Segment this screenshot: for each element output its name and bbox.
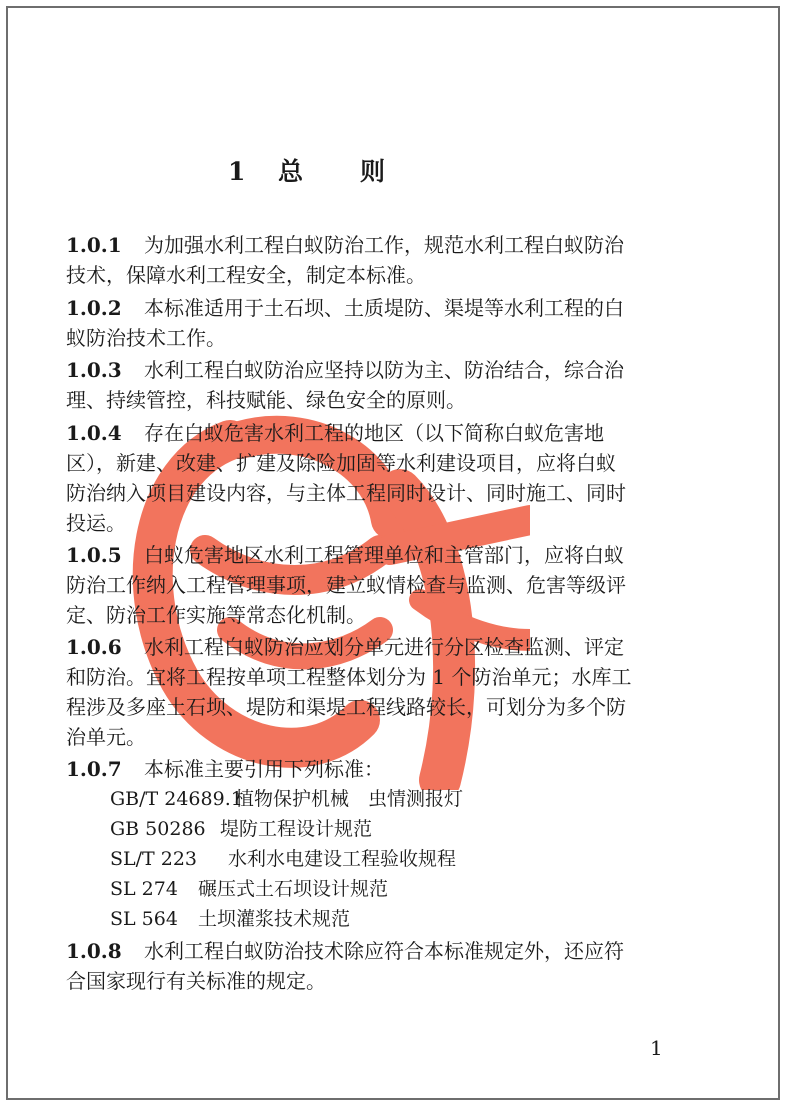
page-number: 1 <box>650 1036 663 1060</box>
reference-item <box>110 784 463 814</box>
clause-6-line-1 <box>66 632 706 662</box>
reference-code: SL 564 <box>110 908 178 930</box>
clause-4-line-2: 区），新建、改建、扩建及除险加固等水利建设项目，应将白蚁 <box>66 451 616 475</box>
clause-4-line-3: 防治纳入项目建设内容，与主体工程同时设计、同时施工、同时 <box>66 481 626 505</box>
clause-3-line-1 <box>66 355 706 385</box>
clause-text: 水利工程白蚁防治应划分单元进行分区检查监测、评定 <box>144 635 624 659</box>
clause-1-line-1 <box>66 230 706 260</box>
clause-8-line-2: 合国家现行有关标准的规定。 <box>66 969 326 993</box>
reference-code: SL 274 <box>110 878 178 900</box>
clause-4-line-4: 投运。 <box>66 511 126 535</box>
clause-text: 白蚁危害地区水利工程管理单位和主管部门，应将白蚁 <box>144 543 624 567</box>
clause-5-line-2: 防治工作纳入工程管理事项，建立蚁情检查与监测、危害等级评 <box>66 573 626 597</box>
clause-number: 1.0.8 <box>66 939 122 963</box>
clause-text: 水利工程白蚁防治技术除应符合本标准规定外，还应符 <box>144 939 624 963</box>
clause-text: 存在白蚁危害水利工程的地区（以下简称白蚁危害地 <box>144 421 604 445</box>
clause-number: 1.0.5 <box>66 543 122 567</box>
clause-5-line-1 <box>66 540 706 570</box>
reference-item <box>110 904 350 934</box>
chapter-title-char-1: 总 <box>278 157 305 186</box>
clause-text: 本标准主要引用下列标准： <box>144 757 384 781</box>
reference-name: 水利水电建设工程验收规程 <box>228 848 457 870</box>
clause-5-line-3: 定、防治工作实施等常态化机制。 <box>66 603 366 627</box>
chapter-title-char-2: 则 <box>360 157 387 186</box>
clause-6-line-2: 和防治。宜将工程按单项工程整体划分为 1 个防治单元；水库工 <box>66 665 632 689</box>
clause-number: 1.0.1 <box>66 233 122 257</box>
clause-number: 1.0.7 <box>66 757 122 781</box>
reference-name: 植物保护机械 虫情测报灯 <box>235 788 464 810</box>
clause-number: 1.0.4 <box>66 421 122 445</box>
clause-6-line-3: 程涉及多座土石坝、堤防和渠堤工程线路较长，可划分为多个防 <box>66 695 626 719</box>
chapter-title <box>228 152 468 188</box>
clause-3-line-2: 理、持续管控，科技赋能、绿色安全的原则。 <box>66 388 466 412</box>
clause-7-line-1 <box>66 754 706 784</box>
clause-2-line-1 <box>66 293 706 323</box>
clause-number: 1.0.2 <box>66 296 122 320</box>
clause-1-line-2: 技术，保障水利工程安全，制定本标准。 <box>66 263 426 287</box>
reference-name: 碾压式土石坝设计规范 <box>198 878 389 900</box>
clause-6-line-4: 治单元。 <box>66 725 146 749</box>
clause-4-line-1 <box>66 418 706 448</box>
reference-item <box>110 844 456 874</box>
reference-name: 堤防工程设计规范 <box>220 818 373 840</box>
clause-number: 1.0.6 <box>66 635 122 659</box>
clause-number: 1.0.3 <box>66 358 122 382</box>
reference-name: 土坝灌浆技术规范 <box>198 908 351 930</box>
clause-8-line-1 <box>66 936 706 966</box>
reference-item <box>110 814 372 844</box>
reference-item <box>110 874 388 904</box>
chapter-number: 1 <box>228 157 247 186</box>
clause-text: 水利工程白蚁防治应坚持以防为主、防治结合，综合治 <box>144 358 624 382</box>
reference-code: GB/T 24689.1 <box>110 788 243 810</box>
reference-code: GB 50286 <box>110 818 206 840</box>
clause-2-line-2: 蚁防治技术工作。 <box>66 326 226 350</box>
clause-text: 为加强水利工程白蚁防治工作，规范水利工程白蚁防治 <box>144 233 624 257</box>
reference-code: SL/T 223 <box>110 848 198 870</box>
clause-text: 本标准适用于土石坝、土质堤防、渠堤等水利工程的白 <box>144 296 624 320</box>
